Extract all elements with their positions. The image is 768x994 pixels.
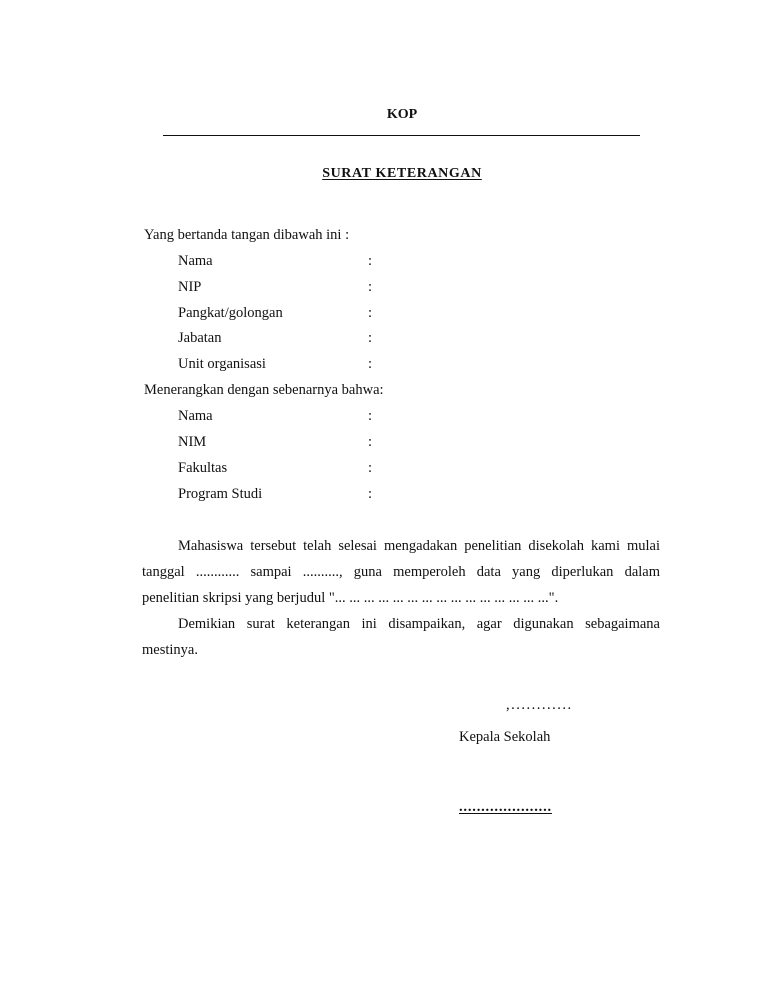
place-date: ,............ <box>506 697 573 713</box>
student-field-colon-fakultas: : <box>368 460 373 476</box>
signer-field-colon-nip: : <box>368 279 373 295</box>
body-paragraph-research <box>142 533 660 611</box>
paragraph-line: mestinya. <box>142 642 198 658</box>
student-field-label-prodi: Program Studi <box>178 486 263 502</box>
paragraph-line: Mahasiswa tersebut telah selesai mengadakan penelitian disekolah kami mulai <box>178 538 660 554</box>
signer-field-label-nip: NIP <box>178 279 202 295</box>
kop-heading: KOP <box>386 107 418 122</box>
student-field-label-nama: Nama <box>178 408 213 424</box>
student-field-colon-prodi: : <box>368 486 373 502</box>
student-field-colon-nama: : <box>368 408 373 424</box>
paragraph-line: penelitian skripsi yang berjudul "... ... ... ... ... ... ... ... ... ... ... ... ... ... ...". <box>142 590 559 606</box>
kop-divider-line <box>163 135 640 136</box>
paragraph-line: tanggal ............ sampai .........., guna memperoleh data yang diperlukan dalam <box>142 564 660 580</box>
student-field-colon-nim: : <box>368 434 373 450</box>
signer-field-label-unit: Unit organisasi <box>178 356 266 372</box>
student-intro: Menerangkan dengan sebenarnya bahwa: <box>144 382 384 398</box>
signer-field-colon-pangkat: : <box>368 305 373 321</box>
signer-field-colon-unit: : <box>368 356 373 372</box>
signer-field-colon-jabatan: : <box>368 330 373 346</box>
student-field-label-nim: NIM <box>178 434 207 450</box>
signer-field-label-jabatan: Jabatan <box>178 330 222 346</box>
signer-field-label-nama: Nama <box>178 253 213 269</box>
document-title: SURAT KETERANGAN <box>322 166 482 181</box>
signer-position: Kepala Sekolah <box>459 729 551 745</box>
signer-intro: Yang bertanda tangan dibawah ini : <box>144 227 350 243</box>
signer-field-label-pangkat: Pangkat/golongan <box>178 305 283 321</box>
paragraph-line: Demikian surat keterangan ini disampaikan, agar digunakan sebagaimana <box>178 616 660 632</box>
signer-field-colon-nama: : <box>368 253 373 269</box>
student-field-label-fakultas: Fakultas <box>178 460 228 476</box>
body-paragraph-closing <box>142 611 660 663</box>
signature-placeholder: ..................... <box>459 799 552 815</box>
